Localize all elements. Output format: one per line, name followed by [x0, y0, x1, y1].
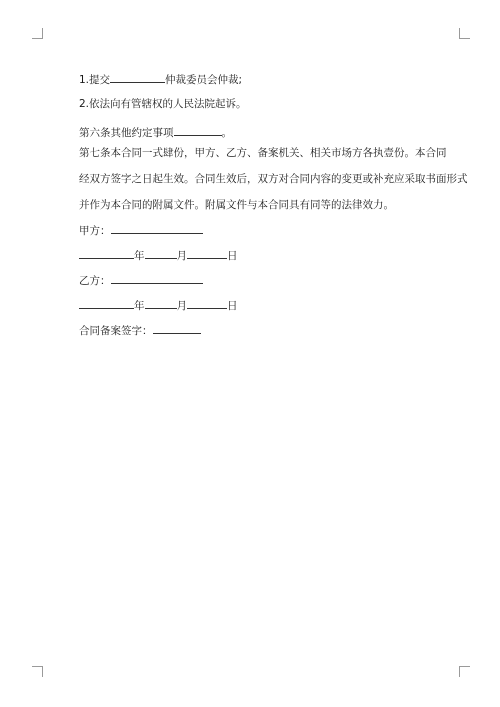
- clause-arbitration-prefix: 1.提交: [79, 74, 111, 86]
- article-6: [79, 124, 232, 140]
- party-b-date: [79, 297, 238, 313]
- page-corner-mark-bottom-right: [459, 666, 470, 677]
- page-corner-mark-top-right: [459, 28, 470, 39]
- article-6-period: 。: [221, 127, 232, 139]
- party-a-label: 甲方：: [79, 225, 111, 237]
- article-7-line-2: 经双方签字之日起生效。合同生效后，双方对合同内容的变更或补充应采取书面形式: [79, 173, 468, 185]
- article-7-line-3: 并作为本合同的附属文件。附属文件与本合同具有同等的法律效力。: [79, 199, 394, 211]
- party-b-year-blank: [79, 297, 134, 309]
- party-a-year-blank: [79, 247, 134, 259]
- other-terms-blank: [174, 124, 222, 136]
- filing-signature-label: 合同备案签字：: [79, 325, 153, 337]
- party-a-month-blank: [145, 247, 177, 259]
- party-b-label: 乙方：: [79, 275, 111, 287]
- page-corner-mark-top-left: [32, 28, 43, 39]
- day-label: 日: [227, 300, 238, 312]
- party-a-signature: [79, 222, 203, 238]
- filing-signature: [79, 322, 201, 338]
- party-b-signature: [79, 272, 203, 288]
- filing-signature-blank: [153, 322, 201, 334]
- day-label: 日: [227, 250, 238, 262]
- year-label: 年: [134, 250, 145, 262]
- year-label: 年: [134, 300, 145, 312]
- month-label: 月: [176, 300, 187, 312]
- clause-arbitration: [79, 71, 242, 87]
- party-a-blank: [111, 222, 203, 234]
- party-b-month-blank: [145, 297, 177, 309]
- article-7: [79, 140, 468, 218]
- page-corner-mark-bottom-left: [32, 666, 43, 677]
- clause-lawsuit: 2.依法向有管辖权的人民法院起诉。: [79, 98, 247, 110]
- month-label: 月: [176, 250, 187, 262]
- arbitration-committee-blank: [110, 71, 165, 83]
- party-a-date: [79, 247, 238, 263]
- article-7-line-1: 第七条本合同一式肆份，甲方、乙方、备案机关、相关市场方各执壹份。本合同: [79, 147, 447, 159]
- party-b-day-blank: [187, 297, 227, 309]
- article-6-text: 第六条其他约定事项: [79, 127, 174, 139]
- party-b-blank: [111, 272, 203, 284]
- party-a-day-blank: [187, 247, 227, 259]
- clause-arbitration-suffix: 仲裁委员会仲裁;: [165, 74, 243, 86]
